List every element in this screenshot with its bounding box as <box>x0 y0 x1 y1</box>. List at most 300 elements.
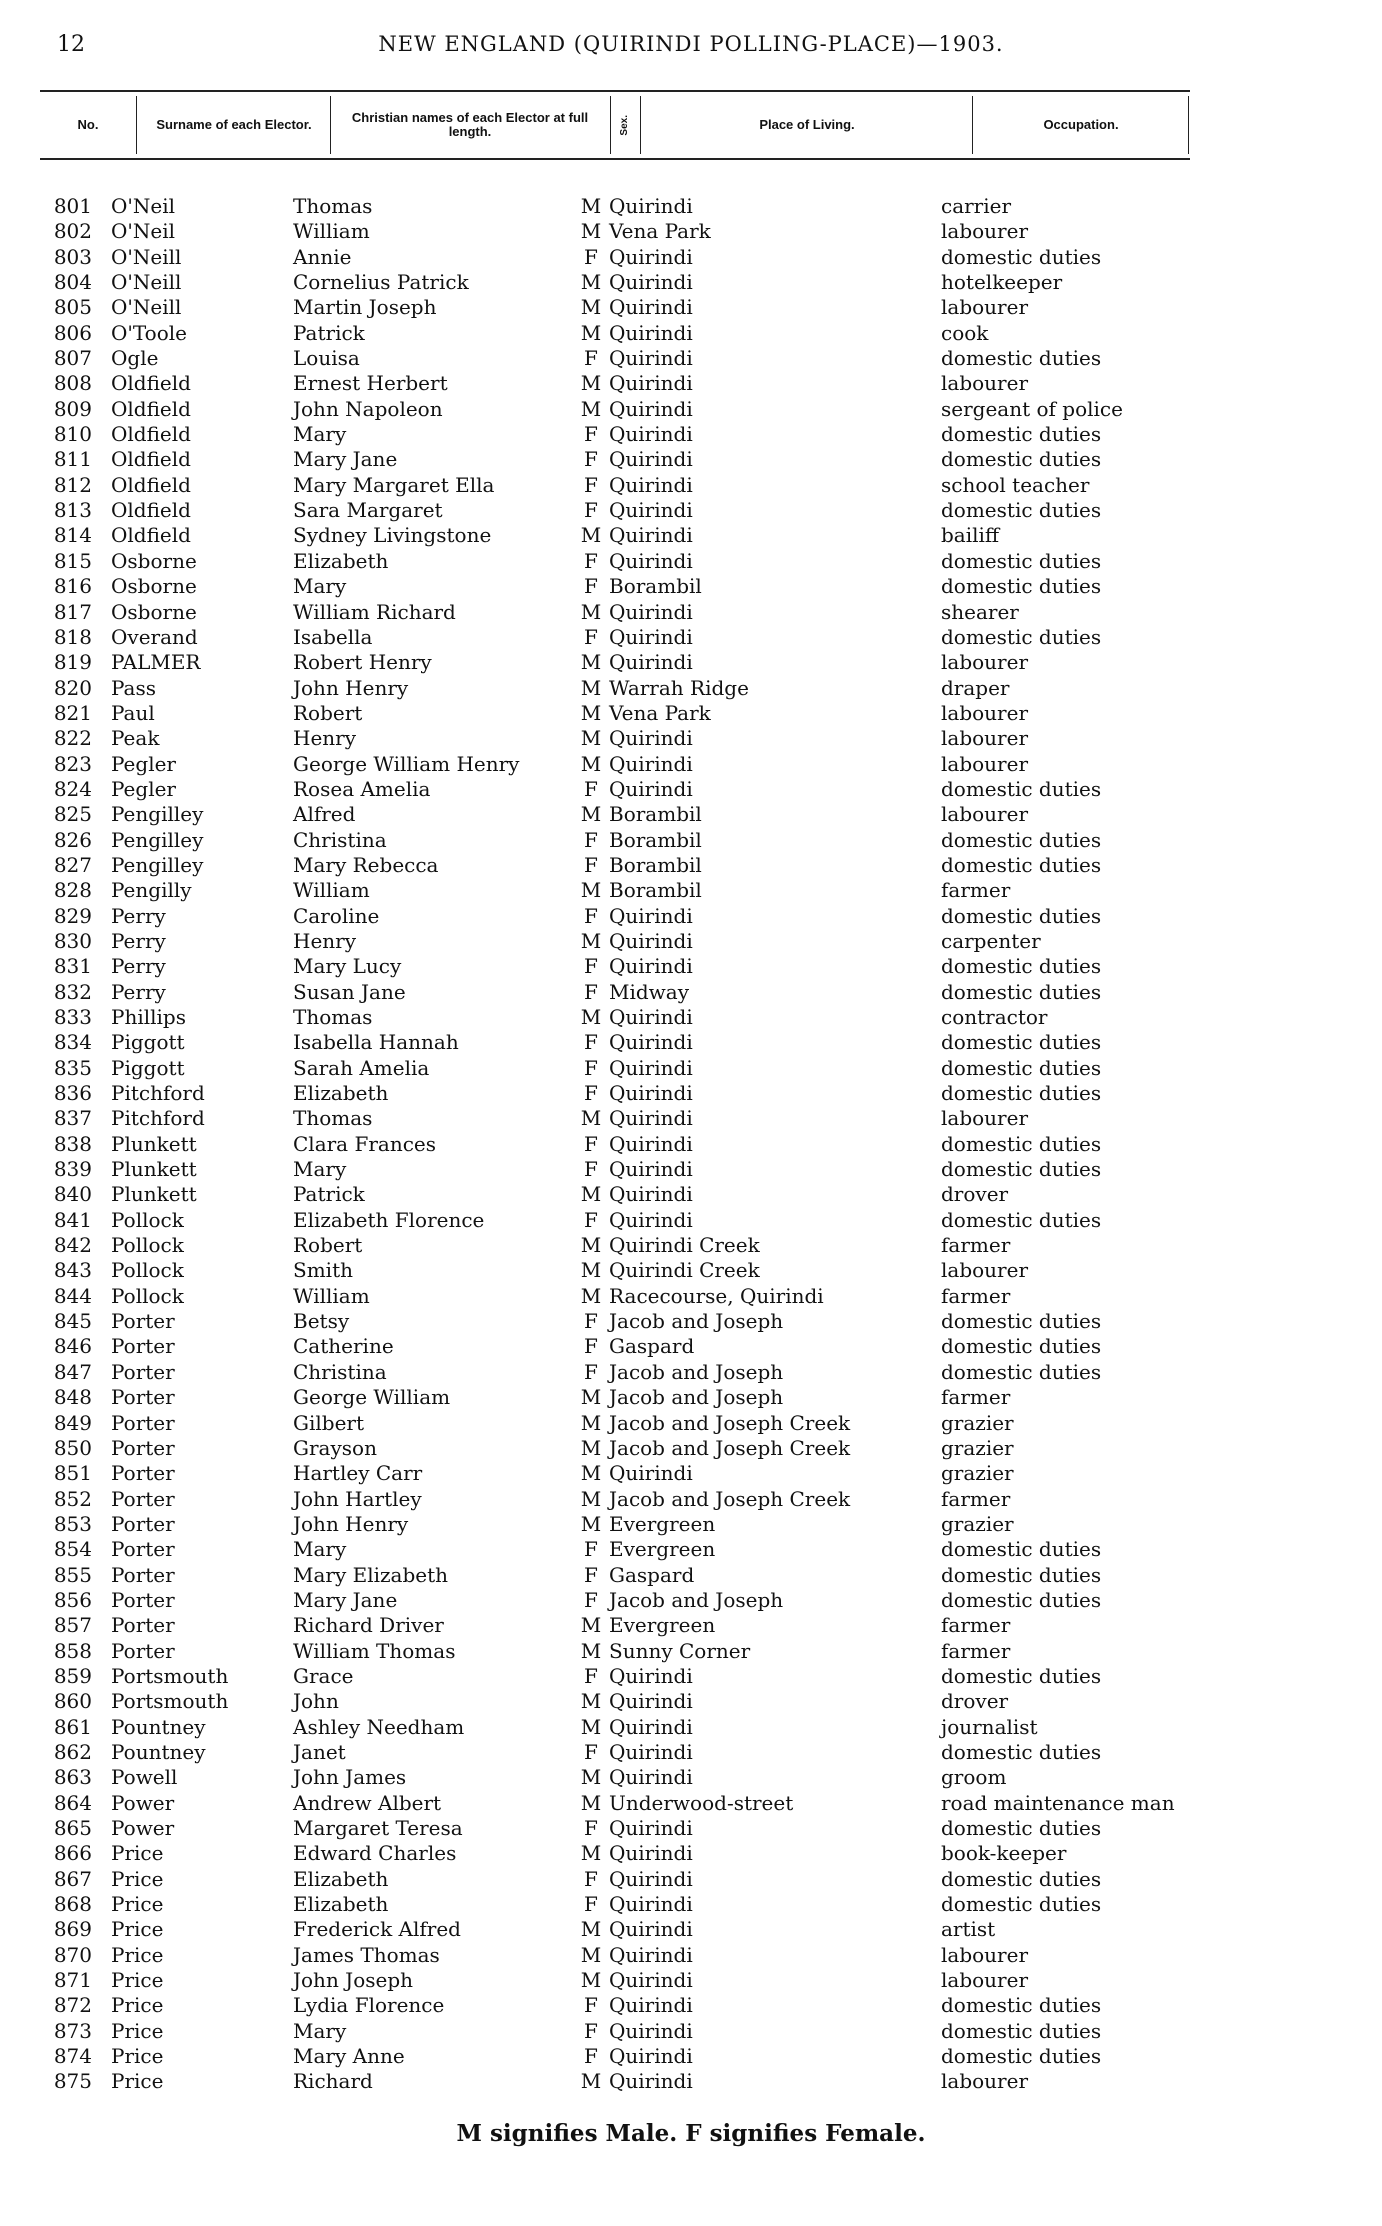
table-row <box>0 650 1382 675</box>
place-of-living: Quirindi Creek <box>609 1258 760 1283</box>
table-row <box>0 1892 1382 1917</box>
surname: Osborne <box>111 599 197 624</box>
table-row <box>0 1613 1382 1638</box>
christian-names: John Joseph <box>293 1968 414 1993</box>
elector-number: 845 <box>53 1309 92 1334</box>
place-of-living: Quirindi <box>609 1055 693 1080</box>
occupation: artist <box>941 1917 996 1942</box>
elector-number: 863 <box>53 1765 92 1790</box>
table-row <box>0 828 1382 853</box>
occupation: domestic duties <box>941 1537 1102 1562</box>
table-row <box>0 219 1382 244</box>
surname: Power <box>111 1790 175 1815</box>
table-row <box>0 270 1382 295</box>
elector-number: 870 <box>53 1942 92 1967</box>
christian-names: Thomas <box>293 194 373 218</box>
place-of-living: Jacob and Joseph <box>609 1359 784 1384</box>
surname: Perry <box>111 903 166 928</box>
surname: Porter <box>111 1587 175 1612</box>
christian-names: Richard <box>293 2069 373 2094</box>
elector-number: 851 <box>53 1461 92 1486</box>
sex: F <box>584 346 598 371</box>
christian-names: Janet <box>293 1739 346 1764</box>
occupation: shearer <box>941 599 1019 624</box>
table-row <box>0 1132 1382 1157</box>
christian-names: Sara Margaret <box>293 498 443 523</box>
christian-names: Henry <box>293 726 357 751</box>
surname: O'Neil <box>111 194 176 218</box>
christian-names: Alfred <box>293 802 356 827</box>
sex: F <box>584 1157 598 1182</box>
elector-number: 812 <box>53 472 92 497</box>
sex: M <box>580 1182 602 1207</box>
elector-number: 873 <box>53 2018 92 2043</box>
occupation: groom <box>941 1765 1007 1790</box>
table-row <box>0 1715 1382 1740</box>
place-of-living: Quirindi <box>609 1993 693 2018</box>
sex: F <box>584 498 598 523</box>
sex: F <box>584 2044 598 2069</box>
table-row <box>0 1106 1382 1131</box>
christian-names: Elizabeth <box>293 1892 389 1917</box>
christian-names: Ernest Herbert <box>293 371 448 396</box>
place-of-living: Quirindi <box>609 295 693 320</box>
elector-number: 844 <box>53 1283 92 1308</box>
header-divider <box>1188 96 1189 154</box>
surname: Porter <box>111 1334 175 1359</box>
occupation: labourer <box>941 1968 1029 1993</box>
surname: Plunkett <box>111 1182 197 1207</box>
christian-names: Frederick Alfred <box>293 1917 461 1942</box>
christian-names: Susan Jane <box>293 979 406 1004</box>
place-of-living: Quirindi <box>609 928 693 953</box>
elector-number: 832 <box>53 979 92 1004</box>
table-row <box>0 1765 1382 1790</box>
christian-names: William <box>293 219 370 244</box>
table-row <box>0 245 1382 270</box>
sex: M <box>580 1765 602 1790</box>
elector-number: 801 <box>53 194 92 218</box>
elector-number: 810 <box>53 422 92 447</box>
table-row <box>0 1639 1382 1664</box>
surname: Porter <box>111 1562 175 1587</box>
table-row <box>0 194 1382 219</box>
christian-names: Mary Jane <box>293 447 398 472</box>
place-of-living: Evergreen <box>609 1613 716 1638</box>
christian-names: Andrew Albert <box>293 1790 442 1815</box>
place-of-living: Gaspard <box>609 1562 695 1587</box>
table-row <box>0 1917 1382 1942</box>
elector-number: 838 <box>53 1131 92 1156</box>
elector-number: 818 <box>53 624 92 649</box>
table-row <box>0 1993 1382 2018</box>
surname: Price <box>111 2044 164 2069</box>
surname: Porter <box>111 1461 175 1486</box>
place-of-living: Quirindi <box>609 624 693 649</box>
header-sex-cell <box>612 92 638 158</box>
sex: F <box>584 624 598 649</box>
surname: Pollock <box>111 1258 184 1283</box>
elector-number: 826 <box>53 827 92 852</box>
table-row <box>0 1512 1382 1537</box>
place-of-living: Quirindi <box>609 1005 693 1029</box>
occupation: domestic duties <box>941 1055 1102 1080</box>
sex: F <box>584 548 598 573</box>
surname: PALMER <box>111 650 201 675</box>
place-of-living: Quirindi <box>609 726 693 751</box>
surname: Pengilley <box>111 827 204 852</box>
elector-number: 809 <box>53 396 92 421</box>
sex: F <box>584 1309 598 1334</box>
occupation: grazier <box>941 1461 1014 1486</box>
table-row <box>0 321 1382 346</box>
table-row <box>0 726 1382 751</box>
occupation: domestic duties <box>941 776 1102 801</box>
surname: Pountney <box>111 1714 206 1739</box>
place-of-living: Underwood-street <box>609 1790 794 1815</box>
surname: Perry <box>111 954 166 979</box>
surname: Price <box>111 1892 164 1917</box>
sex: M <box>580 523 602 548</box>
table-row <box>0 1309 1382 1334</box>
occupation: domestic duties <box>941 498 1102 523</box>
surname: Porter <box>111 1385 175 1410</box>
sex: F <box>584 1562 598 1587</box>
elector-number: 828 <box>53 878 92 903</box>
christian-names: Patrick <box>293 1182 365 1207</box>
occupation: domestic duties <box>941 574 1102 599</box>
occupation: hotelkeeper <box>941 270 1063 295</box>
elector-number: 807 <box>53 346 92 371</box>
sex: F <box>584 244 598 269</box>
place-of-living: Borambil <box>609 878 702 903</box>
surname: Pengilley <box>111 852 204 877</box>
christian-names: William <box>293 1283 370 1308</box>
sex: F <box>584 1739 598 1764</box>
sex: F <box>584 574 598 599</box>
header-place: Place of Living. <box>759 117 855 132</box>
sex: F <box>584 776 598 801</box>
sex: M <box>580 2069 602 2094</box>
occupation: domestic duties <box>941 1334 1102 1359</box>
christian-names: William Thomas <box>293 1638 456 1663</box>
table-row <box>0 1689 1382 1714</box>
table-row <box>0 1284 1382 1309</box>
sex: F <box>584 1207 598 1232</box>
surname: Paul <box>111 700 155 725</box>
place-of-living: Quirindi <box>609 751 693 776</box>
place-of-living: Evergreen <box>609 1537 716 1562</box>
sex: F <box>584 903 598 928</box>
occupation: farmer <box>941 1385 1011 1410</box>
sex: M <box>580 675 602 700</box>
place-of-living: Quirindi <box>609 396 693 421</box>
table-row <box>0 346 1382 371</box>
place-of-living: Quirindi <box>609 1182 693 1207</box>
occupation: labourer <box>941 650 1029 675</box>
table-row <box>0 473 1382 498</box>
christian-names: John Henry <box>293 1511 409 1536</box>
elector-number: 823 <box>53 751 92 776</box>
christian-names: Sydney Livingstone <box>293 523 492 548</box>
elector-number: 846 <box>53 1334 92 1359</box>
occupation: labourer <box>941 1258 1029 1283</box>
sex: M <box>580 1511 602 1536</box>
sex: M <box>580 928 602 953</box>
sex: M <box>580 1968 602 1993</box>
place-of-living: Quirindi <box>609 1917 693 1942</box>
christian-names: Isabella Hannah <box>293 1030 459 1055</box>
sex: M <box>580 1841 602 1866</box>
occupation: domestic duties <box>941 903 1102 928</box>
table-row <box>0 600 1382 625</box>
sex: M <box>580 396 602 421</box>
header-divider <box>330 96 331 154</box>
surname: Pollock <box>111 1207 184 1232</box>
elector-number: 837 <box>53 1106 92 1131</box>
sex: M <box>580 1410 602 1435</box>
elector-number: 817 <box>53 599 92 624</box>
sex: M <box>580 270 602 295</box>
table-row <box>0 2019 1382 2044</box>
elector-number: 827 <box>53 852 92 877</box>
table-row <box>0 980 1382 1005</box>
occupation: farmer <box>941 1486 1011 1511</box>
place-of-living: Quirindi <box>609 194 693 218</box>
occupation: bailiff <box>941 523 1000 548</box>
place-of-living: Vena Park <box>609 700 711 725</box>
sex: F <box>584 1587 598 1612</box>
place-of-living: Jacob and Joseph <box>609 1309 784 1334</box>
surname: Pegler <box>111 776 176 801</box>
sex-legend-footer: M signifies Male. F signifies Female. <box>456 2120 926 2147</box>
christian-names: Mary <box>293 1537 347 1562</box>
christian-names: Annie <box>293 244 352 269</box>
occupation: journalist <box>941 1714 1038 1739</box>
table-row <box>0 498 1382 523</box>
elector-number: 808 <box>53 371 92 396</box>
header-christian-names: Christian names of each Elector at full length. <box>351 110 589 139</box>
place-of-living: Quirindi <box>609 1714 693 1739</box>
christian-names: Richard Driver <box>293 1613 444 1638</box>
surname: Pass <box>111 675 157 700</box>
surname: Porter <box>111 1613 175 1638</box>
place-of-living: Quirindi <box>609 244 693 269</box>
table-row <box>0 1487 1382 1512</box>
occupation: domestic duties <box>941 1587 1102 1612</box>
occupation: grazier <box>941 1435 1014 1460</box>
occupation: domestic duties <box>941 244 1102 269</box>
elector-number: 848 <box>53 1385 92 1410</box>
place-of-living: Vena Park <box>609 219 711 244</box>
header-no: No. <box>77 117 99 132</box>
surname: Piggott <box>111 1055 185 1080</box>
elector-number: 856 <box>53 1587 92 1612</box>
place-of-living: Quirindi <box>609 1461 693 1486</box>
occupation: sergeant of police <box>941 396 1123 421</box>
christian-names: Elizabeth <box>293 1081 389 1106</box>
christian-names: Mary <box>293 422 347 447</box>
place-of-living: Quirindi <box>609 954 693 979</box>
occupation: cook <box>941 320 989 345</box>
table-row <box>0 1436 1382 1461</box>
place-of-living: Quirindi <box>609 1207 693 1232</box>
surname: Power <box>111 1816 175 1840</box>
place-of-living: Quirindi <box>609 1968 693 1993</box>
elector-number: 862 <box>53 1739 92 1764</box>
table-row <box>0 752 1382 777</box>
surname: Peak <box>111 726 160 751</box>
sex: M <box>580 1942 602 1967</box>
christian-names: Christina <box>293 827 387 852</box>
sex: M <box>580 320 602 345</box>
elector-number: 802 <box>53 219 92 244</box>
elector-number: 855 <box>53 1562 92 1587</box>
sex: M <box>580 1714 602 1739</box>
place-of-living: Quirindi <box>609 1081 693 1106</box>
occupation: domestic duties <box>941 1081 1102 1106</box>
table-row <box>0 1233 1382 1258</box>
surname: O'Neill <box>111 270 182 295</box>
occupation: domestic duties <box>941 447 1102 472</box>
place-of-living: Evergreen <box>609 1511 716 1536</box>
christian-names: George William <box>293 1385 451 1410</box>
sex: M <box>580 700 602 725</box>
place-of-living: Midway <box>609 979 690 1004</box>
sex: M <box>580 1283 602 1308</box>
place-of-living: Quirindi <box>609 1765 693 1790</box>
sex: M <box>580 1790 602 1815</box>
header-divider <box>136 96 137 154</box>
place-of-living: Jacob and Joseph Creek <box>609 1410 851 1435</box>
table-row <box>0 1056 1382 1081</box>
elector-number: 875 <box>53 2069 92 2094</box>
surname: Portsmouth <box>111 1689 229 1714</box>
table-row <box>0 878 1382 903</box>
elector-number: 854 <box>53 1537 92 1562</box>
surname: Price <box>111 1942 164 1967</box>
occupation: labourer <box>941 751 1029 776</box>
elector-number: 821 <box>53 700 92 725</box>
place-of-living: Quirindi <box>609 2069 693 2094</box>
surname: O'Neill <box>111 295 182 320</box>
header-sex: Sex. <box>619 114 630 136</box>
occupation: farmer <box>941 1613 1011 1638</box>
occupation: domestic duties <box>941 1866 1102 1891</box>
table-row <box>0 625 1382 650</box>
christian-names: Elizabeth Florence <box>293 1207 485 1232</box>
place-of-living: Quirindi <box>609 498 693 523</box>
elector-number: 843 <box>53 1258 92 1283</box>
christian-names: Lydia Florence <box>293 1993 445 2018</box>
table-row <box>0 1258 1382 1283</box>
surname: Price <box>111 1993 164 2018</box>
table-row <box>0 295 1382 320</box>
sex: F <box>584 447 598 472</box>
occupation: labourer <box>941 1106 1029 1131</box>
elector-number: 825 <box>53 802 92 827</box>
occupation: labourer <box>941 2069 1029 2094</box>
occupation: labourer <box>941 295 1029 320</box>
occupation: domestic duties <box>941 1816 1102 1840</box>
elector-number: 872 <box>53 1993 92 2018</box>
place-of-living: Jacob and Joseph Creek <box>609 1486 851 1511</box>
elector-number: 824 <box>53 776 92 801</box>
sex: M <box>580 878 602 903</box>
elector-number: 806 <box>53 320 92 345</box>
occupation: farmer <box>941 878 1011 903</box>
table-row <box>0 1360 1382 1385</box>
place-of-living: Quirindi <box>609 320 693 345</box>
occupation: labourer <box>941 219 1029 244</box>
place-of-living: Quirindi <box>609 1030 693 1055</box>
occupation: domestic duties <box>941 2018 1102 2043</box>
occupation: book-keeper <box>941 1841 1067 1866</box>
surname: Piggott <box>111 1030 185 1055</box>
elector-number: 834 <box>53 1030 92 1055</box>
occupation: draper <box>941 675 1010 700</box>
surname: Pengilley <box>111 802 204 827</box>
table-row <box>0 1030 1382 1055</box>
sex: M <box>580 371 602 396</box>
sex: M <box>580 1435 602 1460</box>
christian-names: Robert Henry <box>293 650 432 675</box>
surname: Pegler <box>111 751 176 776</box>
surname: Oldfield <box>111 523 191 548</box>
place-of-living: Borambil <box>609 827 702 852</box>
place-of-living: Quirindi Creek <box>609 1233 760 1258</box>
elector-number: 839 <box>53 1157 92 1182</box>
surname: Pengilly <box>111 878 192 903</box>
table-row <box>0 371 1382 396</box>
occupation: grazier <box>941 1511 1014 1536</box>
surname: Oldfield <box>111 422 191 447</box>
table-row <box>0 701 1382 726</box>
place-of-living: Quirindi <box>609 447 693 472</box>
christian-names: Caroline <box>293 903 380 928</box>
place-of-living: Jacob and Joseph <box>609 1385 784 1410</box>
christian-names: John Henry <box>293 675 409 700</box>
place-of-living: Quirindi <box>609 371 693 396</box>
elector-number: 819 <box>53 650 92 675</box>
elector-number: 849 <box>53 1410 92 1435</box>
sex: F <box>584 1993 598 2018</box>
sex: F <box>584 852 598 877</box>
elector-number: 864 <box>53 1790 92 1815</box>
occupation: domestic duties <box>941 624 1102 649</box>
table-row <box>0 1943 1382 1968</box>
occupation: domestic duties <box>941 548 1102 573</box>
table-row <box>0 954 1382 979</box>
table-row <box>0 1385 1382 1410</box>
occupation: domestic duties <box>941 852 1102 877</box>
christian-names: Christina <box>293 1359 387 1384</box>
christian-names: Mary Rebecca <box>293 852 439 877</box>
elector-number: 822 <box>53 726 92 751</box>
place-of-living: Quirindi <box>609 1841 693 1866</box>
elector-number: 867 <box>53 1866 92 1891</box>
occupation: domestic duties <box>941 1892 1102 1917</box>
place-of-living: Quirindi <box>609 1739 693 1764</box>
sex: M <box>580 1005 602 1029</box>
christian-names: Hartley Carr <box>293 1461 423 1486</box>
elector-number: 815 <box>53 548 92 573</box>
place-of-living: Quirindi <box>609 1689 693 1714</box>
christian-names: Sarah Amelia <box>293 1055 430 1080</box>
sex: M <box>580 194 602 218</box>
place-of-living: Quirindi <box>609 2044 693 2069</box>
table-row <box>0 802 1382 827</box>
